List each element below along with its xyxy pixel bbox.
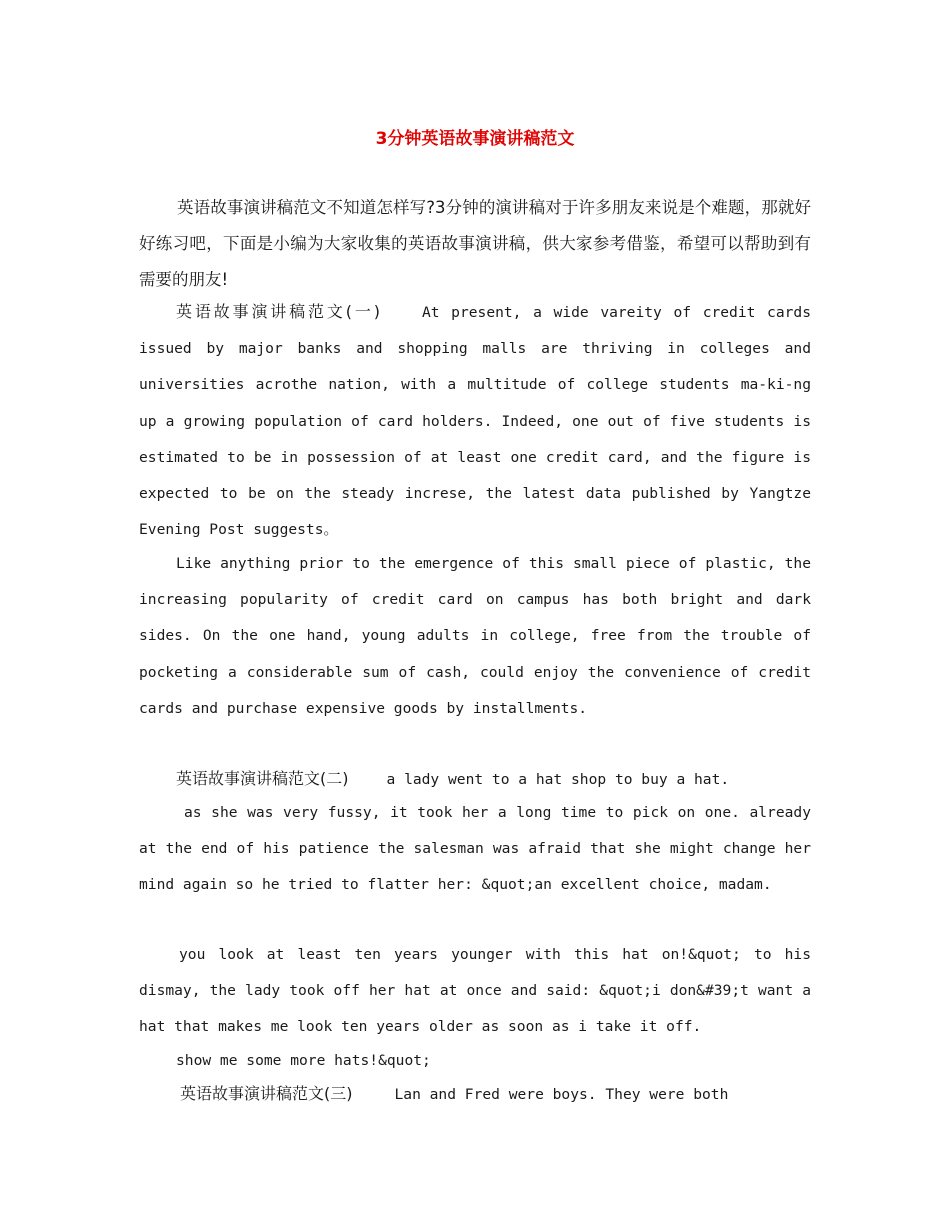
section-2-text: a lady went to a hat shop to buy a hat. — [386, 771, 730, 788]
section-2-heading: 英语故事演讲稿范文(二) — [176, 769, 349, 788]
section-2-first-line — [139, 761, 811, 798]
intro-paragraph: 英语故事演讲稿范文不知道怎样写?3分钟的演讲稿对于许多朋友来说是个难题，那就好好练习吧，下面是小编为大家收集的英语故事演讲稿，供大家参考借鉴，希望可以帮助到有需要的朋友! — [139, 198, 811, 289]
section-3-first-line — [139, 1076, 811, 1113]
section-2-second-paragraph — [139, 795, 811, 904]
section-2-paragraph-3: you look at least ten years younger with this hat on!&quot; to his dismay, the lady took off her hat at once and said: &quot;i don&#39;t want a hat that makes me look ten years older as soon as i take it off. — [139, 946, 811, 1036]
section-1-heading: 英语故事演讲稿范文(一) — [176, 302, 380, 321]
section-1-second-paragraph — [139, 546, 811, 727]
section-2-third-paragraph — [139, 937, 811, 1046]
section-2-paragraph-2: as she was very fussy, it took her a long time to pick on one. already at the end of his patience the salesman was afraid that she might change her mind again so he tried to flatter her: &quot;an excellent choice, madam. — [139, 804, 811, 894]
section-2-paragraph-4: show me some more hats!&quot; — [176, 1052, 431, 1069]
section-3-heading: 英语故事演讲稿范文(三) — [180, 1084, 353, 1103]
document-title: 3分钟英语故事演讲稿范文 — [375, 129, 575, 149]
section-1-paragraph-2: Like anything prior to the emergence of this small piece of plastic, the increasing popularity of credit card on campus has both bright and dark sides. On the one hand, young adults in college, free from the trouble of pocketing a considerable sum of cash, could enjoy the convenience of credit cards and purchase expensive goods by installments. — [139, 555, 811, 717]
section-1-first-paragraph — [139, 294, 811, 548]
section-3-text: Lan and Fred were boys. They were both — [394, 1086, 729, 1103]
section-2-fourth-paragraph — [139, 1043, 811, 1079]
section-1-text: At present, a wide vareity of credit cards issued by major banks and shopping malls are thriving in colleges and universities acrothe nation, with a multitude of college students ma-ki-ng up a growing population of card holders. Indeed, one out of five students is estimated to be in possession of at least one credit card, and the figure is expected to be on the steady increse, the latest data published by Yangtze Evening Post suggests。 — [139, 304, 811, 539]
